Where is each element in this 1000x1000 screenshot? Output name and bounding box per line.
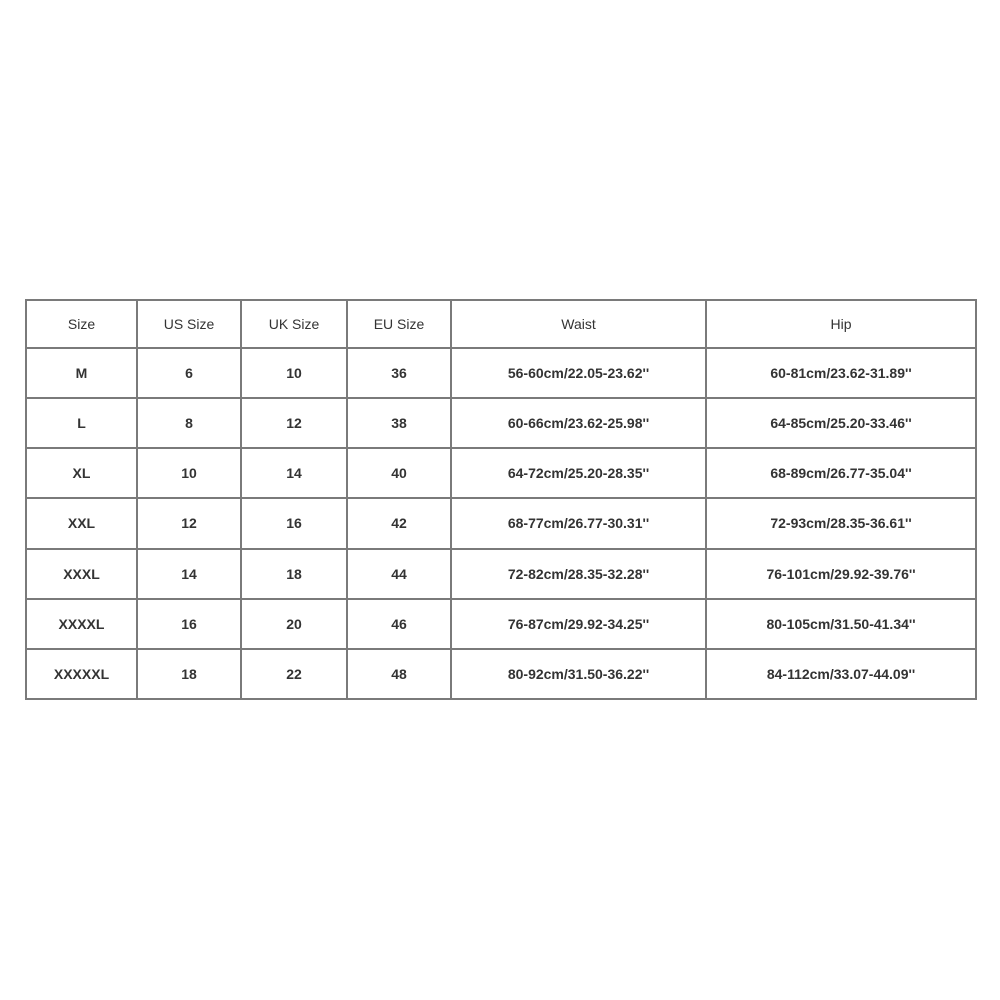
cell-eu-size: 38 [347,398,451,448]
cell-size: XL [26,448,137,498]
header-size: Size [26,300,137,348]
cell-waist: 64-72cm/25.20-28.35'' [451,448,706,498]
table-row [26,549,976,599]
cell-uk-size: 22 [241,649,347,699]
cell-waist: 56-60cm/22.05-23.62'' [451,348,706,398]
table-row [26,398,976,448]
table-row [26,498,976,548]
header-uk-size: UK Size [241,300,347,348]
cell-uk-size: 12 [241,398,347,448]
cell-us-size: 10 [137,448,241,498]
cell-eu-size: 48 [347,649,451,699]
header-hip: Hip [706,300,976,348]
cell-hip: 84-112cm/33.07-44.09'' [706,649,976,699]
cell-hip: 68-89cm/26.77-35.04'' [706,448,976,498]
cell-waist: 60-66cm/23.62-25.98'' [451,398,706,448]
cell-size: XXL [26,498,137,548]
cell-eu-size: 42 [347,498,451,548]
cell-hip: 80-105cm/31.50-41.34'' [706,599,976,649]
cell-us-size: 12 [137,498,241,548]
cell-waist: 76-87cm/29.92-34.25'' [451,599,706,649]
header-us-size: US Size [137,300,241,348]
cell-eu-size: 40 [347,448,451,498]
cell-waist: 68-77cm/26.77-30.31'' [451,498,706,548]
cell-uk-size: 10 [241,348,347,398]
cell-eu-size: 44 [347,549,451,599]
cell-waist: 80-92cm/31.50-36.22'' [451,649,706,699]
cell-hip: 60-81cm/23.62-31.89'' [706,348,976,398]
cell-uk-size: 14 [241,448,347,498]
cell-waist: 72-82cm/28.35-32.28'' [451,549,706,599]
table-row [26,649,976,699]
cell-uk-size: 18 [241,549,347,599]
header-eu-size: EU Size [347,300,451,348]
cell-uk-size: 20 [241,599,347,649]
cell-eu-size: 36 [347,348,451,398]
cell-size: XXXXXL [26,649,137,699]
cell-us-size: 6 [137,348,241,398]
cell-uk-size: 16 [241,498,347,548]
cell-us-size: 18 [137,649,241,699]
table-header-row [26,300,976,348]
cell-us-size: 8 [137,398,241,448]
cell-hip: 72-93cm/28.35-36.61'' [706,498,976,548]
table-row [26,348,976,398]
cell-hip: 76-101cm/29.92-39.76'' [706,549,976,599]
header-waist: Waist [451,300,706,348]
cell-size: L [26,398,137,448]
cell-eu-size: 46 [347,599,451,649]
size-chart-table [25,299,977,700]
cell-us-size: 14 [137,549,241,599]
cell-size: XXXL [26,549,137,599]
cell-size: M [26,348,137,398]
cell-us-size: 16 [137,599,241,649]
cell-hip: 64-85cm/25.20-33.46'' [706,398,976,448]
table-row [26,599,976,649]
table-row [26,448,976,498]
cell-size: XXXXL [26,599,137,649]
